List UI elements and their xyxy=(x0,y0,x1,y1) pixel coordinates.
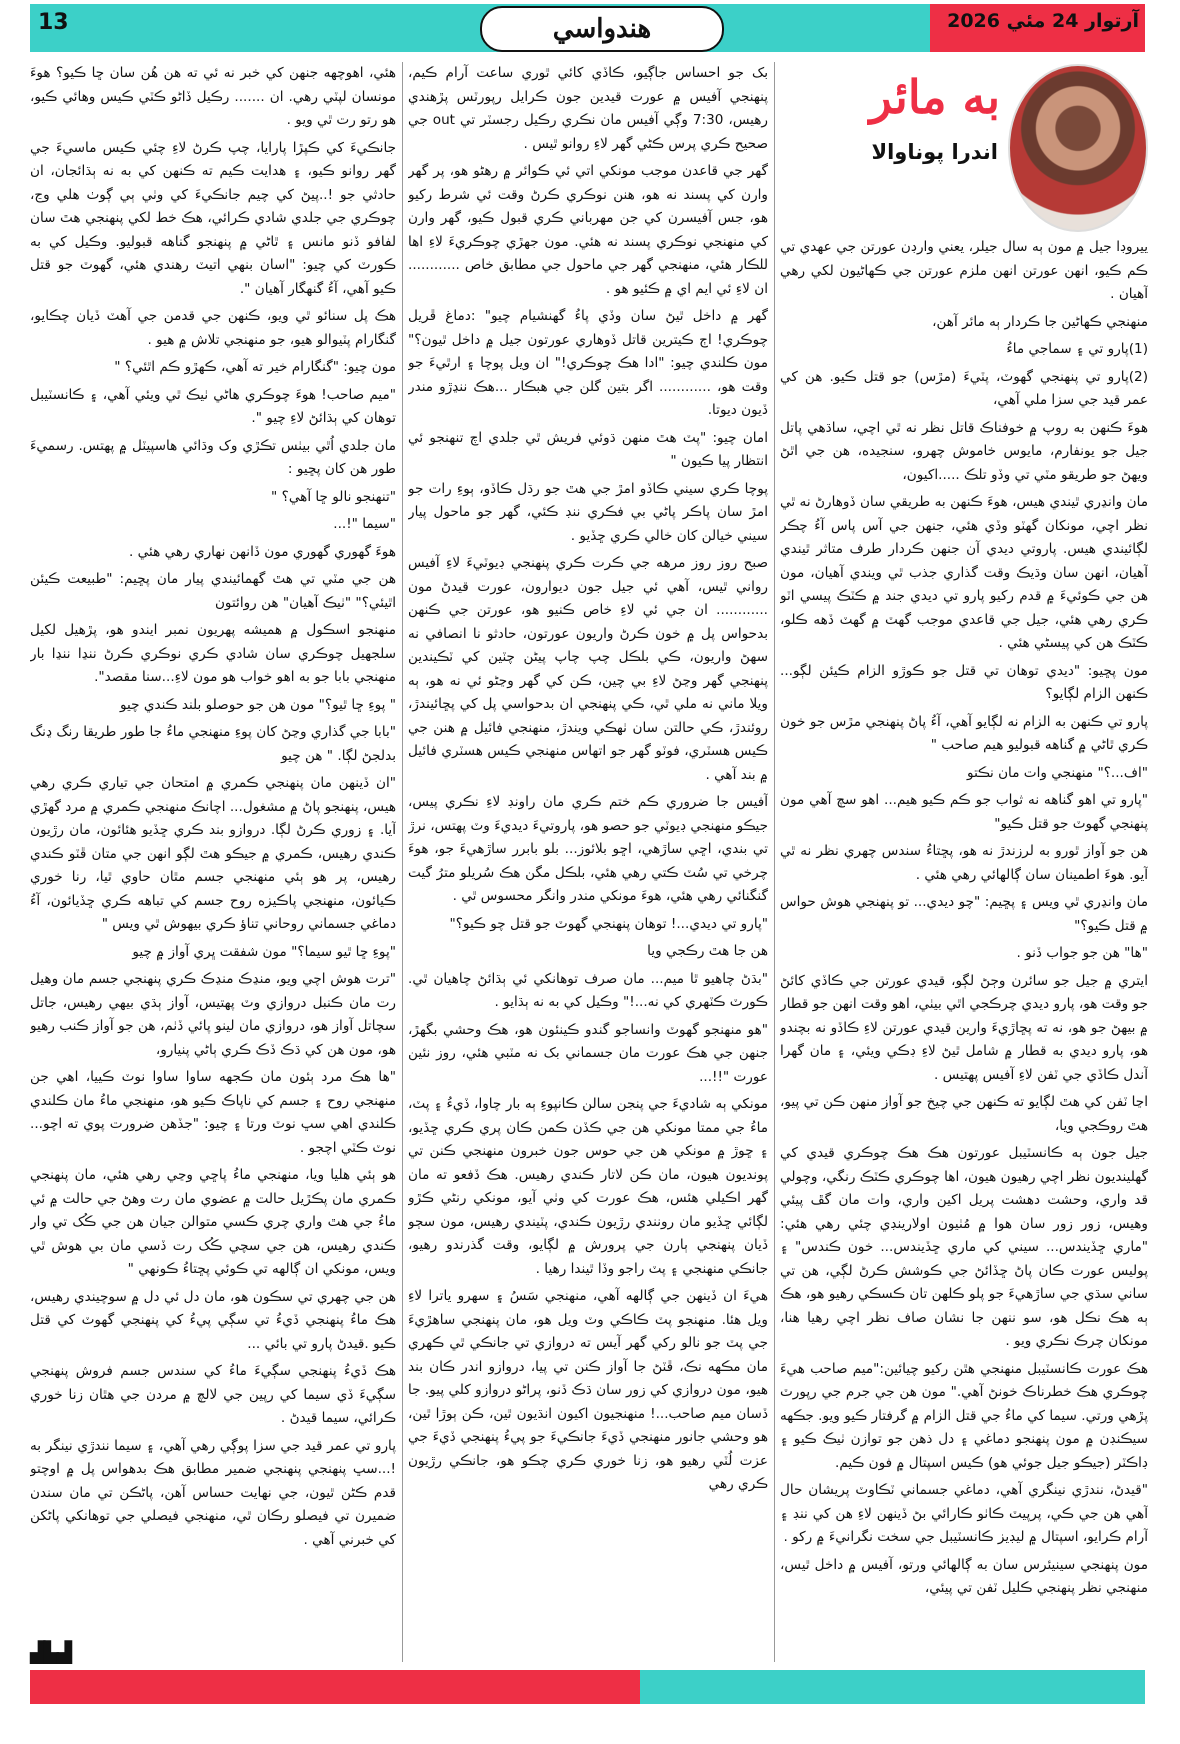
article-paragraph: هن جي مٽي تي هٿ گهمائيندي پيار مان پڇيم: "طبيعت ڪيئن اٿيئي؟" "ٺيڪ آهيان" هن روائتون xyxy=(30,571,396,611)
article-paragraph: مون پنهنجي سينيئرس سان به ڳالهائي ورتو، آفيس ۾ داخل ٿيس، منهنجي نظر پنهنجي ڪليل ٽفن تي پيئي، xyxy=(780,1556,1148,1596)
author-name: اندرا پوناوالا xyxy=(871,140,998,164)
article-paragraph: مان وانڍري ٿي ويس ۽ پڇيم: "چو ديدي... تو پنهنجي هوش حواس ۾ قتل ڪيو؟" xyxy=(780,894,1148,934)
article-paragraph: منهنجي ڪهاڻين جا ڪردار ٻه مائر آهن، xyxy=(932,313,1148,330)
article-paragraph: "اف...؟" منهنجي وات مان نڪتو xyxy=(967,764,1148,781)
article-paragraph: پارو تي عمر قيد جي سزا پوڳي رهي آهي، ۽ سيما نندڙي نينگر به !...سڀ پنهنجي پنهنجي ضمير مطابق هڪ بدهواس پل ۾ اوچتو قدم ڪڻن ٿيون، جي نهايت حساس آهن، پاڻڪن تي مان سندن ضميرن تي فيصلو رڪان ٿي، منهنجي فيصلي جي توهانکي پاڻکن کي خبرني آهي . xyxy=(30,1437,396,1548)
column-separator xyxy=(402,62,403,1662)
article-paragraph: گهر جي قاعدن موجب مونکي اتي ئي ڪوائر ۾ رهڻو هو، پر گهر وارن کي پسند نه هو، هنن نوڪري ڪرڻ وقت ئي شرط رکيو هو، جس آفيسرن کي جن مهرباني ڪري قبول ڪيو، گهر وارن کي منهنجي نوڪري پسند نه هئي. مون جهڙي چوڪريءَ لاءِ اها للڪار هئي، منهنجي گهر جي ماحول جي مطابق خاص ............ ان لاءِ ئي ايم اي ۾ ڪئيو هو . xyxy=(408,163,768,297)
article-paragraph: "بڌڻ چاهيو ٿا ميم... مان صرف توهانکي ئي ٻڌائڻ چاهيان ٿي. ڪورٽ ڪٽهري کي نه...!" وڪيل کي به نه ٻڌايو . xyxy=(408,970,768,1010)
article-paragraph: هيءَ ان ڏينهن جي ڳالهه آهي، منهنجي سَسُ ۽ سهرو ياترا لاءِ ويل هئا. منهنجو پٽ ڪاڪي وٽ ويل هو، مان پنهنجي ساهڙيءَ جي پٽ جو نالو رکي گهر آيس ته دروازي تي جانڪي ٿي ڪهري مان مڪهه نڪ، ڦٽڻ جا آواز ڪنن تي پيا، دروازو اندر ڪان بند هيو، مون دروازي کي زور سان ڌڪ ڏنو، پراڻو دروازو کلي پيو. جا ڏسان ميم صاحب...! منهنجيون اکيون انڌيون ٿين، ڪن ٻوڙا ٿين، هو وحشي جانور منهنجي ڏيءَ جانڪيءَ جو پيءُ پنهنجي ڏيءَ جي عزت لُٽي رهيو هو، زنا خوري ڪري چڪو هو، جانڪي رڙيون ڪري رهي xyxy=(408,1288,768,1492)
footer-bar xyxy=(30,1670,1145,1704)
article-column-left xyxy=(30,62,396,1664)
article-paragraph: هن جو آواز ٿورو به لرزندڙ نه هو، پڇتاءُ سندس چهري نظر نه ٿي آيو. هوءَ اطمينان سان ڳالهائي رهي هئي . xyxy=(780,843,1148,883)
article-paragraph: " پوءِ ڇا ٿيو؟" مون هن جو حوصلو بلند ڪندي چيو xyxy=(119,696,396,713)
article-column-middle xyxy=(408,62,768,1664)
page-header xyxy=(0,0,1180,56)
article-paragraph: گهر ۾ داخل ٿيڻ سان وڏي پاءُ گهنشيام چيو" :دماغ ڦريل چوڪري! اڄ ڪيترين قاتل ڏوهاري عورتون جيل ۾ داخل ٿيون؟" مون ڪلندي چيو: "ادا هڪ چوڪري!" ان ويل پوچا ۽ ارٿيءَ جو وقت هو، ............ اگر بتين گلن جي هبڪار ...هڪ ننڍڙو مندر ڏيون ديوتا. xyxy=(408,308,768,418)
article-paragraph: "ها" هن جو جواب ڏنو . xyxy=(1016,945,1148,961)
article-paragraph: "پارو تي اهو گناهه نه ثواب جو ڪم ڪيو هيم... اهو سچ آهي مون پنهنجي گهوٽ جو قتل ڪيو" xyxy=(780,792,1148,832)
article-column-right xyxy=(780,236,1148,1668)
article-paragraph: "قيدڻ، نندڙي نينگري آهي، دماغي جسماني ٽڪاوٽ پريشان حال آهي هن جي ڪي، پرپيٽ ڪاٺو ڪارائي بڻ ڏينهن لاءِ هن کي ننڊ ۽ آرام ڪرايو، اسپتال ۾ ليڊيز ڪانسٽيبل جي سخت نگرانيءَ ۾ رکو . xyxy=(780,1482,1148,1545)
article-paragraph: امان چيو: "پٽ هٿ منهن ڌوئي فريش ٿي جلدي اچ تنهنجو ئي انتظار پيا ڪيون " xyxy=(408,429,768,469)
end-mark-icon: ▟▙▟ xyxy=(30,1640,71,1664)
article-paragraph: ايتري ۾ جيل جو سائرن وڄڻ لڳو، قيدي عورتن جي ڪاڏي کائڻ جو وقت هو، پارو ديدي چرڪجي اٿي بيٺي، اهو وقت انهن جو قطار ۾ بيهڻ جو هو، نه ته پڇاڙيءَ وارين قيدي عورتن لاءِ ڪاڏو نه بچندو هو، پارو ديدي به قطار ۾ شامل ٿيڻ لاءِ ڊڪي ويئي، ۽ مان گهرا آندل ڪاڏي جي ٽفن لاءِ آفيس پهتيس . xyxy=(780,972,1148,1083)
article-paragraph: "هو منهنجو گهوٽ وانساجو گندو ڪينئون هو، هڪ وحشي بگهڙ، جنهن جي هڪ عورت مان جسماني بک نه مٽبي هئي، روز نئين عورت "!!... xyxy=(408,1021,768,1085)
article-paragraph: "ها هڪ مرد ٻئون مان ڪجهه ساوا ساوا نوٽ ڪييا، اهي جن منهنجي روح ۽ جسم کي ناپاڪ ڪيو هو، منهنجي ماءُ مان ڪلندي ڪلندي اهي سڀ نوٽ ورتا ۽ چيو: "جڏهن ضرورت پوي ته اچو... نوٽ ڪٽي اچجو . xyxy=(30,1069,396,1156)
article-paragraph: هڪ پل سنائو ٿي ويو، ڪنهن جي قدمن جي آهٽ ڏيان چڪايو، گنگارام پٽيوالو هيو، جو منهنجي تلاش ۾ هيو . xyxy=(30,308,396,348)
article-paragraph: مون پڇيو: "ديدي توهان تي قتل جو ڪوڙو الزام ڪيئن لڳو... ڪنهن الزام لڳايو؟ xyxy=(780,662,1148,702)
article-paragraph: "پارو تي ديدي...! توهان پنهنجي گهوٽ جو قتل چو ڪيو؟" xyxy=(449,915,768,932)
footer-bar-teal xyxy=(640,1670,1145,1704)
article-paragraph: هئي، اهوچهه جنهن کي خبر نه ئي ته هن هُن سان ڇا ڪيو؟ هوءَ مونسان لپٽي رهي. ان ....... رڪيل ڏاڻو ڪٽي ڪيس وهائي ڪيو، هو رتو رت ٿي ويو . xyxy=(30,65,396,128)
masthead: هندواسي xyxy=(480,6,724,52)
article-paragraph: "ان ڏينهن مان پنهنجي ڪمري ۾ امتحان جي تياري ڪري رهي هيس، پنهنجو پاڻ ۾ مشغول... اچانڪ منهنجي ڪمري ۾ مرد گهڙي آيا. ۽ زوري ڪرڻ لڳا. دروازو بند ڪري ڇڏيو هئائون، مان رڙيون ڪندي رهيس، ڪمري ۾ جيڪو هٿ لڳو انهن جي متان ڦٽو ڪندي رهيس، پر هو ٻئي منهنجي جسم مٿان حاوي ٿيا، رنا خوري ڪيائون، منهنجي پاڪيزه روح جسم کي تباهه ڪري ڇڏيائون، آءُ دماغي جسماني روحاني تناؤ ڪري بيهوش ٿي ويس " xyxy=(30,775,396,932)
article-paragraph: هوءَ ڪنهن به روپ ۾ خوفناڪ قاتل نظر نه ٿي اچي، ساڌهي پاتل جيل جو يونفارم، مايوس خاموش چهرو، سنجيده، هن جي اٿڻ ويهڻ جو طريقو مٽي تي وڏو تلڪ .....اکيون، xyxy=(780,419,1148,483)
article-paragraph: بک جو احساس جاڳيو، ڪاڏي کائي ٿوري ساعت آرام ڪيم، پنهنجي آفيس ۾ عورت قيدين جون ڪرايل رپورٽس پڙهندي رهيس، 7:30 وڳي آفيس مان نڪري رڪيل رجسٽر تي out جي صحيح ڪري پرس ڪڻي گهر لاءِ روانو ٿيس . xyxy=(408,65,768,152)
article-paragraph: هن جي چهري تي سڪون هو، مان دل ئي دل ۾ سوچيندي رهيس، هڪ ماءُ پنهنجي ڏيءُ تي سڳي پيءُ کي پنهنجي گهوٽ کي قتل ڪيو .قيدڻ پارو تي بائي ... xyxy=(30,1288,396,1352)
dateline: آرتوار 24 مئي 2026 xyxy=(947,10,1139,32)
column-title: ﺑﻪ ﻣﺎﺋﺮ xyxy=(869,70,1000,124)
article-paragraph: ييروڊا جيل ۾ مون ٻه سال جيلر، يعني وارڊن عورتن جي عهدي تي ڪم ڪيو، انهن عورتن انهن ملزم عورتن جي ڪهاڻيون لکي رهي آهيان . xyxy=(780,239,1148,302)
article-paragraph: هڪ عورت ڪانسٽيبل منهنجي هٿن رکيو چيائين:"ميم صاحب هيءَ چوڪري هڪ خطرناڪ خونڻ آهي." مون هن جي جرم جي رپورٽ پڙهي ورتي. سيما کي ماءُ جي قتل الزام ۾ گرفتار ڪيو ويو. جڪهه سيڪنڊن ۾ مون پنهنجو دماغي ۽ دل ذهن جو توازن ٺيڪ ڪيو ۽ ڊاڪٽر (جيڪو جيل جوئي هو) ڪيس اسپتال ۾ فون ڪيم. xyxy=(780,1360,1148,1471)
column-byline xyxy=(780,60,1148,232)
article-paragraph: اڃا ٽفن کي هٿ لڳايو ته ڪنهن جي چيخ جو آواز منهن ڪن تي پيو، هٿ روڪجي ويا، xyxy=(780,1094,1148,1134)
page-number: 13 xyxy=(38,10,69,35)
footer-bar-red xyxy=(30,1670,640,1704)
article-paragraph: پارو تي ڪنهن به الزام نه لڳايو آهي، آءُ پاڻ پنهنجي مڙس جو خون ڪري ٿاڻي ۾ گناهه قبوليو هيم صاحب " xyxy=(780,713,1148,753)
article-paragraph: مان وانڍري ٿيندي هيس، هوءَ ڪنهن به طريقي سان ڏوهارڻ نه ٿي نظر اچي، مونکان گهٽو وڏي هئي، جنهن جي آس پاس آءُ چڪر لڳائيندي هيس. پاروتي ديدي آن جنهن ڪردار طرف متاثر ٿيندي آهيان، انهن سان وڌيڪ وقت گذاري جذب ٿي ويندي آهيان، مون هن جي ڪوئيءَ ۾ قدم رکيو پارو تي ديدي جند ۾ ڪٽڪ پيسي اٽو ڪري رهي هئي، جيل جي قاعدي موجب گهٽ ۾ گهٽ ڏهه ڪلو، ڪٽڪ هن کي پيسڻي هئي . xyxy=(780,494,1148,651)
article-paragraph: مان جلدي اُٿي بيٺس تڪڙي وک وڌائي هاسپيٽل ۾ پهتس. رسميءَ طور هن کان پڇيو : xyxy=(30,437,396,477)
article-paragraph: هوءَ گهوري گهوري مون ڏانهن نهاري رهي هئي . xyxy=(129,543,396,560)
article-paragraph: هن جا هٿ رڪجي ويا xyxy=(647,943,768,959)
article-paragraph: آفيس جا ضروري ڪم ختم ڪري مان راونڊ لاءِ نڪري پيس، جيڪو منهنجي ڊيوٽي جو حصو هو، پاروتيءَ ديديءَ وٽ پهتس، نرڙ تي بندي، اڇي ساڙهي، اڇو بلائوز... بلو بابرر ساڙهيءَ جو، هوءَ چرخي تي سُٽ ڪتي رهي هئي، بلڪل مگن هڪ سُريلو مترُ گيت گنگنائي رهي هئي، هوءَ مونکي مندر وانگر محسوس ٿي . xyxy=(408,794,768,904)
article-paragraph: (1)پارو تي ۽ سماجي ماءُ xyxy=(1006,341,1148,357)
article-paragraph: جانڪيءَ کي ڪپڙا پارايا، چپ ڪرڻ لاءِ چئي ڪيس ماسيءَ جي گهر روانو ڪيو، ۽ هدايت ڪيم ته ڪنهن کي به نه ٻڌائجان، ان حادثي جو !..پيڻ کي چيم جانڪيءَ کي وٺي ٻي ڳوٺ هلي وڃ، چوڪري جي جلدي شادي ڪرائي، هڪ خط لکي پنهنجي هٿ سان لفافو ڏنو مانس ۽ ٿاڻي ۾ پنهنجو گناهه قبوليو. وڪيل کي به ڪورٽ کي چيو: "اسان بنهي اتيٽ رهندي هئي، گهوٽ جو قتل ڪيو آهي، آءُ گنهگار آهيان ". xyxy=(30,139,396,297)
article-paragraph: پوچا ڪري سيني ڪاڏو امڙ جي هٿ جو رڌل ڪاڏو، ٻوءِ رات جو امڙ سان پاڪر پاڻي بي فڪري ننڊ ڪئي، گهر جو ماحول پيار سيني خيالن کان خالي ڪري ڇڏيو . xyxy=(408,480,768,544)
author-photo xyxy=(1008,64,1148,232)
article-paragraph: "ميم صاحب! هوءَ چوڪري هاڻي ٺيڪ ٿي ويئي آهي، ۽ ڪانسٽيبل توهان کي ٻڌائڻ لاءِ چيو ". xyxy=(30,386,396,426)
article-paragraph: جيل جون ٻه ڪانسٽيبل عورتون هڪ هڪ چوڪري قيدي کي گهلينديون نظر اچي رهيون هيون، اها چوڪري ڪٽڪ رنگي، وچولي قد واري، وحشت دهشت پريل اکين واري، وات مان گڦ پيئي وهيس، زور زور سان هوا ۾ مُٺيون اولارينڊي چئي رهي هئي: "ماري ڇڏيندس... سيني کي ماري ڇڏيندس... خون ڪندس" ۽ پوليس عورت ڪان پاڻ ڇڏائڻ جي ڪوشش ڪرڻ لڳي، هن تي ساني سڌي جي ساڙهيءَ جو پلو ڪلهن تان ڪسڪي رهيو هو، هڪ ٻه هڪ نڪل هو، سو ننهن جا نشان صاف نظر اچي رهيا هنا، مونکان چرڪ نڪري ويو . xyxy=(780,1145,1148,1349)
article-paragraph: "بابا جي گذاري وڃڻ کان پوءِ منهنجي ماءُ جا طور طريقا رنگ ڍنگ بدلجڻ لڳا. " هن چيو xyxy=(30,724,396,764)
article-paragraph: هڪ ڏيءُ پنهنجي سڳيءَ ماءُ کي سندس جسم فروش پنهنجي سڳيءَ ڏي سيما کي رپين جي لالچ ۾ مردن جي هٿان زنا خوري ڪرائي، سيما قيدڻ . xyxy=(30,1363,396,1426)
article-paragraph: "ترت هوش اچي ويو، منڍڪ منڍڪ ڪري پنهنجي جسم مان وهيل رت مان ڪنبل دروازي وٽ پهتيس، آواز ٻڌي بيهي رهيس، جاتل سچاتل آواز هو، دروازي مان لينو پائي ڏٺم، هن جو آواز ڪنب رهيو هو، مون هن کي ڌڪ ڏڪ ڪري ٻاڻي پنيارو، xyxy=(30,971,396,1058)
article-paragraph: منهنجو اسڪول ۾ هميشه پهريون نمبر ايندو هو، پڙهيل لکيل سلجهيل چوڪري سان شادي ڪري نوڪري ڪرڻ ننڍا ننڍا بار منهنجي بابا جو به اهو خواب هو مون لاءِ...سنا مقصد". xyxy=(30,622,396,685)
article-paragraph: "تنهنجو نالو ڇا آهي؟ " xyxy=(271,488,396,505)
article-paragraph: مون چيو: "گنگارام خير ته آهي، ڪهڙو ڪم اٿئي؟ " xyxy=(114,359,396,375)
article-paragraph: هو ٻئي هليا ويا، منهنجي ماءُ پاڇي وڃي رهي هئي، مان پنهنجي ڪمري مان پڪڙيل حالت ۾ عضوي مان رت وهڻ جي حالت ۾ ئي ماءُ جي هٿ واري چري ڪسي متوالن جيان هن جي ڪُک تي وار ڪندي رهيس، هن جي سچي ڪُک رت ڏسي مان بي هوش ٿي ويس، مونکي ان ڳالهه تي ڪوئي پڇتاءُ ڪونهي " xyxy=(30,1167,396,1277)
article-paragraph: "سيما "!... xyxy=(333,516,396,532)
column-separator xyxy=(774,62,775,1662)
article-paragraph: مونکي ٻه شاديءَ جي پنجن سالن ڪانپوءِ ٻه بار چاوا، ڏيءُ ۽ پٽ، ماءُ جي ممتا مونکي هن جي ڪڏن ڪمن ڪان پري ڪري ڇڏيو، ۽ ڇوڙ ۾ مونکي هن جي حوس جون خبرون منهنجي ڪنن تي پونديون هيون، مان ڪن لاتار ڪندي رهيس. هڪ ڏفعو ته مان گهر اڪيلي هئس، هڪ عورت کي وٺي آيو، مونکي رنڻي ڪڙو لڳائي ڇڏيو مان رونندي رڙيون ڪندي، پٽيندي رهيس، مون سڄو ڏيان پنهنجي ٻارن جي پرورش ۾ لڳايو، وقت گذرندو رهيو، جانڪي منهنجي ۽ پٽ راجو وڏا ٿيندا رهيا . xyxy=(408,1096,768,1277)
article-paragraph: صبح روز روز مرهه جي ڪرت ڪري پنهنجي ڊيوٽيءَ لاءِ آفيس رواني ٿيس، آهي ئي جيل جون ديوارون، عورت قيدڻ مون ............ ان جي ئي لاءِ خاص ڪنيو هو، عورتن جي ڪنهن بدحواس پل ۾ خون ڪرڻ واريون عورتون، حادثو نا انصافي نه سهڻ واريون، ڪي بلڪل چپ چاپ پيڻن چٽين کي ٽڪيندين پنهنجي گهر وڃڻ لاءِ بي چين، ڪن کي گهر وڃڻو ئي نه هو، ٻه ويلا ماني نه ملي ٿي، ڪي پنهنجي ان بدحواسي پل کي پڇائيندڙ، روئندڙ، ڪي حالتن سان ٺهڪي ويندڙ، منهنجي فائيل ۾ هنن جي ڪيس هسٽري، فوٽو گهر جو اتهاس منهنجي ڪيس هسٽري فائيل ۾ بند آهي . xyxy=(408,555,768,783)
article-paragraph: "پوءِ ڇا ٿيو سيما؟" مون شفقت ڀري آواز ۾ چيو xyxy=(132,943,396,960)
article-paragraph: (2)پارو تي پنهنجي گهوٽ، پٽيءَ (مڙس) جو قتل ڪيو. هن کي عمر قيد جي سزا ملي آهي، xyxy=(780,368,1148,408)
